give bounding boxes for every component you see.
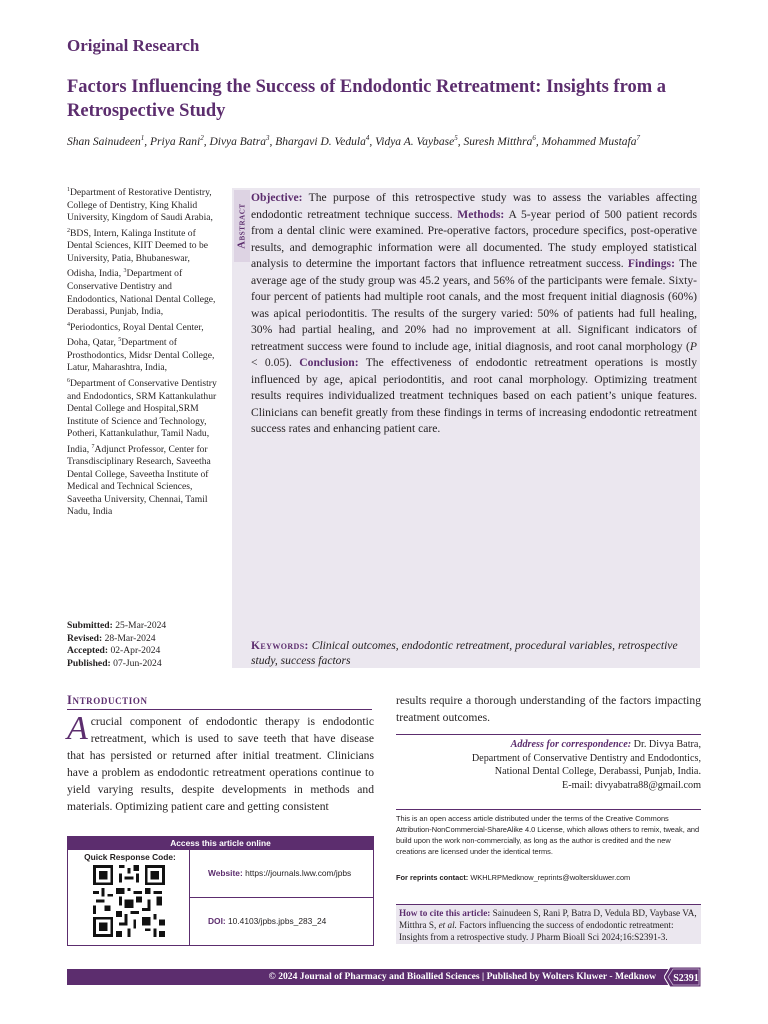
section-rule (67, 709, 372, 710)
affiliations (67, 184, 217, 519)
keywords-label: Keywords: (251, 639, 309, 652)
doi-link[interactable]: DOI: 10.4103/jpbs.jpbs_283_24 (208, 916, 327, 926)
author-sup: 3 (265, 134, 270, 142)
affiliation-sup: 3 (123, 268, 127, 275)
published-date: Published: 07-Jun-2024 (67, 657, 162, 669)
objective-label: Objective: (251, 191, 303, 204)
author-name: Divya Batra (209, 135, 266, 148)
author-sup: 7 (636, 134, 640, 142)
affiliation-text: Department of Conservative Dentistry and Endodontics, SRM Kattankulathur Dental College and Hospital,SRM Institute of Science and Technology, Potheri, Kattankulathur, Tamil Nadu, India, (67, 378, 217, 455)
correspondence-block: Address for correspondence: Dr. Divya Batra, Department of Conservative Dentistry and Endodontics, National Dental College, Derabassi, Punjab, India. E-mail: divyabatra88@gmail.com (396, 734, 701, 792)
findings-label: Findings: (627, 257, 675, 270)
author-name: Bhargavi D. Vedula (275, 135, 366, 148)
page-number-badge (664, 966, 702, 988)
access-online-box (67, 836, 374, 946)
introduction-heading: Introduction (67, 693, 148, 707)
article-title: Factors Influencing the Success of Endodontic Retreatment: Insights from a Retrospective Study (67, 77, 667, 121)
drop-cap: A (67, 710, 88, 747)
affiliation-sup: 2 (67, 227, 70, 234)
accepted-date: Accepted: 02-Apr-2024 (67, 645, 161, 656)
affiliation-text: Department of Restorative Dentistry, College of Dentistry, King Khalid University, Kingdom of Saudi Arabia, (67, 187, 213, 224)
author-sup: 4 (365, 134, 370, 142)
affiliation-text: Department of Conservative Dentistry and Endodontics, National Dental College, Derabassi, Punjab, India, (67, 268, 216, 318)
author-list: Shan Sainudeen$^1$, Priya Rani$^2$, Divya Batra$^3$, Bhargavi D. Vedula$^4$, Vidya A. Vaybase$^5$, Suresh Mitthra$^6$, Mohammed Mustafa$^7$ (67, 134, 640, 148)
page-number: S2391 (673, 973, 699, 984)
qr-code-icon[interactable] (93, 865, 165, 937)
author-sup: 6 (532, 134, 536, 142)
author-name: Priya Rani (150, 135, 201, 148)
affiliation-sup: 6 (67, 377, 70, 384)
access-title: Access this article online (68, 837, 373, 850)
article-dates (67, 620, 227, 670)
affiliation-sup: 7 (91, 443, 95, 450)
affiliation-text: Department of Prosthodontics, Midsr Dental College, Latur, Maharashtra, India, (67, 337, 215, 374)
affiliation-sup: 4 (67, 321, 70, 328)
revised-date: Revised: 28-Mar-2024 (67, 632, 156, 644)
license-text: This is an open access article distributed under the terms of the Creative Commons Attribution-NonCommercial-ShareAlike 4.0 License, which allows others to remix, tweak, and build upon the work non-commercially, as long as the author is credited and the new creations are licensed under the identical terms. (396, 809, 701, 857)
author-sup: 2 (200, 134, 204, 142)
divider (190, 897, 373, 898)
author-name: Suresh Mitthra (463, 135, 533, 148)
introduction-col2: results require a thorough understanding of the factors impacting treatment outcomes. (396, 694, 701, 724)
author-name: Vidya A. Vaybase (375, 135, 455, 148)
affiliation-text: Adjunct Professor, Center for Transdisciplinary Research, Saveetha Dental College, Saveetha Institute of Medical and Technical Sciences, Saveetha University, Chennai, Tamil Nadu, India (67, 443, 211, 518)
footer-bar: © 2024 Journal of Pharmacy and Bioallied Sciences | Published by Wolters Kluwer - Medknow (67, 969, 670, 985)
affiliation-sup: 5 (118, 337, 122, 344)
affiliation-sup: 1 (67, 187, 70, 193)
website-link[interactable]: Website: https://journals.lww.com/jpbs (208, 868, 352, 878)
keywords: Keywords: Clinical outcomes, endodontic retreatment, procedural variables, retrospective study, success factors (251, 639, 678, 667)
abstract-side-label: Abstract (234, 190, 250, 262)
methods-label: Methods: (457, 207, 505, 221)
introduction-col1: A crucial component of endodontic therapy is endodontic retreatment, which is used to save teeth that have disease that has persisted or returned after initial treatment. Clinicians have a problem as endodontic retreatment operations continue to yield varying results, despite developments in methods and materials. Optimizing patient care and getting consistent (67, 710, 374, 813)
author-name: Mohammed Mustafa (541, 135, 637, 148)
conclusion-label: Conclusion: (299, 356, 359, 369)
author-sup: 1 (140, 134, 145, 142)
abstract-text: Objective: The purpose of this retrospective study was to assess the variables affecting endodontic retreatment technique success. Methods: A 5-year period of 500 patient records from a dental clinic were examined. Pre-operative factors, procedure specifics, post-operative results, and demographic information were all documented. The study employed statistical analysis to determine the important factors that influence retreatment success. Findings: The average age of the study group was 45.2 years, and 56% of the participants were female. Sixty-four percent of patients had multiple root canals, and the most frequent initial diagnosis (60%) was apical periodontitis. The results of the surgery varied: 50% of patients had full healing, 30% had partial healing, and 20% had no improvement at all. Significant indicators of retreatment success were found to include age, initial diagnosis, and root canal morphology (P < 0.05). Conclusion: The effectiveness of endodontic retreatment operations is mostly influenced by age, apical periodontitis, and root canal morphology. Optimizing treatment results requires individualized treatment techniques based on each patient’s unique features. Clinicians can benefit greatly from these findings in terms of increasing endodontic retreatment success rates and enhancing patient care. (251, 191, 697, 435)
author-name: Shan Sainudeen (67, 135, 141, 148)
qr-label: Quick Response Code: (84, 852, 176, 862)
author-sup: 5 (454, 134, 458, 142)
affiliation-text: BDS, Intern, Kalinga Institute of Dental Sciences, KIIT Deemed to be University, Patia, Bhubaneswar, Odisha, India, (67, 227, 209, 280)
section-type: Original Research (67, 36, 200, 55)
affiliation-text: Periodontics, Royal Dental Center, Doha, Qatar, (67, 321, 204, 349)
how-to-cite: How to cite this article: Sainudeen S, Rani P, Batra D, Vedula BD, Vaybase VA, Mitthra S, et al. Factors influencing the success of endodontic retreatment: Insights from a retrospective study. J Pharm Bioall Sci 2024;16:S2391-3. (396, 904, 701, 944)
submitted-date: Submitted: 25-Mar-2024 (67, 620, 167, 631)
correspondence-email[interactable]: E-mail: divyabatra88@gmail.com (562, 779, 701, 791)
reprints-contact: For reprints contact: WKHLRPMedknow_reprints@wolterskluwer.com (396, 873, 631, 882)
